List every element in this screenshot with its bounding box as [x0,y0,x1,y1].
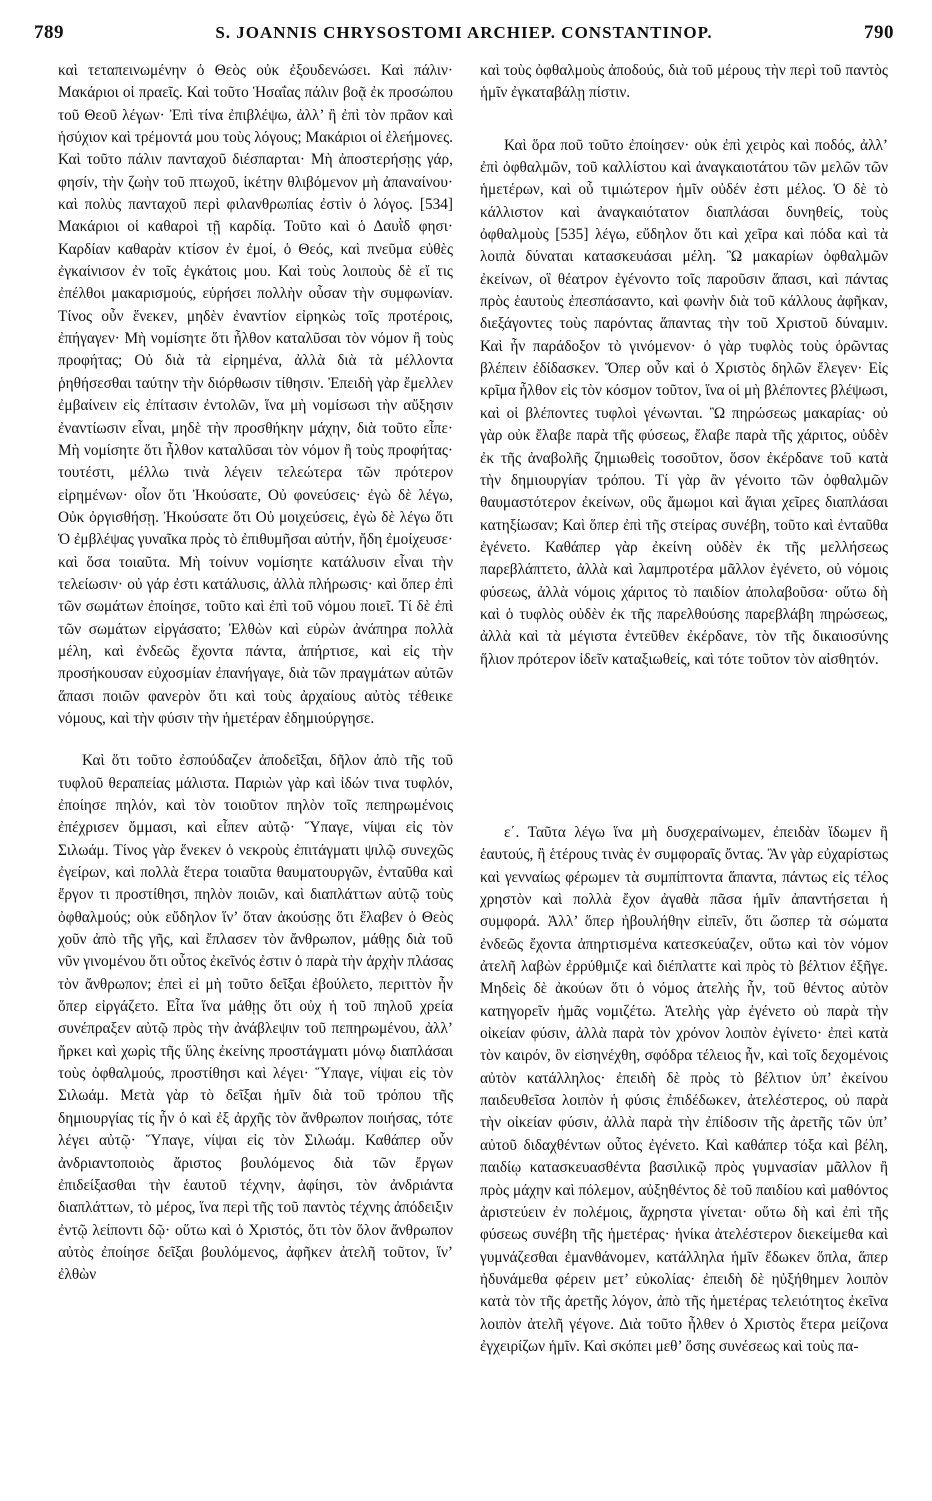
paragraph: ε΄. Ταῦτα λέγω ἵνα μὴ δυσχεραίνωμεν, ἐπειδὰν ἴδωμεν ἢ ἑαυτούς, ἢ ἑτέρους τινὰς ἐν συμφοραῖς ὄντας. Ἂν γὰρ εὐχαρίστως καὶ γενναίως φέρωμεν τὰ συμπίπτοντα ἅπαντα, πάντως εἰς τέλος χρηστὸν καὶ πολλὰ ἔχον ἀγαθὰ πᾶσα ἡμῖν ἀπαντήσεται ἡ συμφορά. Ἀλλ’ ὅπερ ἠβουλήθην εἰπεῖν, ὅτι ὥσπερ τὰ σώματα ἐνδεῶς ἔχοντα ἀπηρτισμένα κατεσκεύαζεν, οὕτω καὶ τὸν νόμον ἀτελῆ λαβὼν ἐρρύθμιζε καὶ διέπλαττε καὶ πρὸς τὸ βέλτιον ἐξῆγε. Μηδεὶς δὲ ἀκούων ὅτι ὁ νόμος ἀτελὴς ἦν, τοῦ θέντος αὐτὸν κατηγορεῖν ἡμᾶς νομιζέτω. Ἀτελὴς γὰρ ἐγένετο οὐ παρὰ τὴν οἰκείαν φύσιν, ἀλλὰ παρὰ τὸν χρόνον λοιπὸν ἐγίνετο· ἐπεὶ κατὰ τὸν καιρόν, ὃν εἰσηνέχθη, σφόδρα τέλειος ἦν, καὶ τοῖς δεχομένοις αὐτὸν κατάλληλος· ἐπειδὴ δὲ πρὸς τὸ βέλτιον ὑπ’ ἐκείνου παιδευθεῖσα λοιπὸν ἡ φύσις ἐπιδέδωκεν, ἀτελέστερος, οὐ παρὰ τὴν οἰκείαν φύσιν, ἀλλὰ παρὰ τὴν ἐπίδοσιν τῆς ἀρετῆς τῶν ὑπ’ αὐτοῦ διδαχθέντων οὗτος ἐγένετο. Καὶ καθάπερ τόξα καὶ βέλη, παιδίῳ κατασκευασθέντα βασιλικῷ πρὸς γυμνασίαν μᾶλλον ἢ πρὸς μάχην καὶ πόλεμον, αὐξηθέντος δὲ τοῦ παιδίου καὶ μαθόντος ἀριστεύειν ἐν πολέμοις, ἄχρηστα γίνεται· οὕτω δὴ καὶ ἐπὶ τῆς φύσεως συνέβη τῆς ἡμετέρας· ἡνίκα ἀτελέστερον διεκείμεθα καὶ γυμνάζεσθαι ἐμανθάνομεν, κατάλληλα ἡμῖν ἔδωκεν ὅπλα, ἅπερ ἠδυνάμεθα φέρειν μετ’ εὐκολίας· ἐπειδὴ δὲ ηὐξήθημεν λοιπὸν κατὰ τὸν τῆς ἀρετῆς λόγον, ἀπὸ τῆς ἡμετέρας τελειότητος ἐκεῖνα λοιπὸν ἀτελῆ γέγονε. Διὰ τοῦτο ἦλθεν ὁ Χριστὸς ἕτερα μείζονα ἐγχειρίζων ἡμῖν. Καὶ σκόπει μεθ’ ὅσης συνέσεως καὶ τοὺς πα- [480,824,888,1355]
left-column [58,60,453,1489]
paragraph: καὶ τεταπεινωμένην ὁ Θεὸς οὐκ ἐξουδενώσει. Καὶ πάλιν· Μακάριοι οἱ πραεῖς. Καὶ τοῦτο Ἡσαΐας πάλιν βοᾷ ἐκ προσώπου τοῦ Θεοῦ λέγων· Ἐπὶ τίνα ἐπιβλέψω, ἀλλ’ ἢ ἐπὶ τὸν πρᾶον καὶ ἡσύχιον καὶ τρέμοντά μου τοὺς λόγους; Μακάριοι οἱ ἐλεήμονες. Καὶ τοῦτο πάλιν πανταχοῦ διέσπαρται· Μὴ ἀποστερήσῃς γάρ, φησίν, τὴν ζωὴν τοῦ πτωχοῦ, ἱκέτην θλιβόμενον μὴ ἀπαναίνου· καὶ πολὺς πανταχοῦ περὶ φιλανθρωπίας ἐστὶν ὁ λόγος. [534] Μακάριοι οἱ καθαροὶ τῇ καρδίᾳ. Τοῦτο καὶ ὁ Δαυῒδ φησι· Καρδίαν καθαρὰν κτίσον ἐν ἐμοί, ὁ Θεός, καὶ πνεῦμα εὐθὲς ἐγκαίνισον ἐν τοῖς ἐγκάτοις μου. Καὶ τοὺς λοιποὺς δὲ εἴ τις ἐπέλθοι μακαρισμούς, εὑρήσει πολλὴν οὖσαν τὴν συμφωνίαν. Τίνος οὖν ἕνεκεν, μηδὲν ἐναντίον εἰρηκὼς τοῖς προτέροις, ἐπήγαγεν· Μὴ νομίσητε ὅτι ἦλθον καταλῦσαι τὸν νόμον ἢ τοὺς προφήτας; Οὐ διὰ τὰ εἰρημένα, ἀλλὰ διὰ τὰ μέλλοντα ῥηθήσεσθαι ταύτην τὴν διόρθωσιν τίθησιν. Ἐπειδὴ γὰρ ἔμελλεν ἐμβαίνειν εἰς ἐπίτασιν ἐντολῶν, ἵνα μὴ νομίσωσι τὴν αὔξησιν ἐναντίωσιν εἶναι, μηδὲ τὴν προσθήκην μάχην, διὰ τοῦτο εἶπε· Μὴ νομίσητε ὅτι ἦλθον καταλῦσαι τὸν νόμον ἢ τοὺς προφήτας· τουτέστι, μέλλω τινὰ λέγειν τελεώτερα τῶν πρότερον εἰρημένων· οἷον ὅτι Ἠκούσατε, Οὐ φονεύσεις· ἐγὼ δὲ λέγω, Οὐκ ὀργισθήσῃ. Ἠκούσατε ὅτι Οὐ μοιχεύσεις, ἐγὼ δὲ λέγω ὅτι Ὁ ἐμβλέψας γυναῖκα πρὸς τὸ ἐπιθυμῆσαι αὐτήν, ἤδη ἐμοίχευσε· καὶ ὅσα τοιαῦτα. Μὴ τοίνυν νομίσητε κατάλυσιν εἶναι τὴν τελείωσιν· οὐ γάρ ἐστι κατάλυσις, ἀλλὰ πλήρωσις· καὶ ὅπερ ἐπὶ τῶν σωμάτων ἐποίησε, τοῦτο καὶ ἐπὶ τοῦ νόμου ποιεῖ. Τί δὲ ἐπὶ τῶν σωμάτων εἰργάσατο; Ἐλθὼν καὶ εὑρὼν ἀνάπηρα πολλὰ μέλη, καὶ ἐνδεῶς ἔχοντα πάντα, ἀπήρτισε, καὶ εἰς τὴν προσήκουσαν εὐχοσμίαν ἐπανήγαγε, διὰ τῶν πραγμάτων αὐτῶν ἅπασι ποιῶν φανερὸν ὅτι καὶ τοὺς ἀρχαίους αὐτὸς τέθεικε νόμους, καὶ τὴν φύσιν τὴν ἡμετέραν ἐδημιούργησε. [58,62,453,727]
page-header [34,22,894,52]
paragraph: Καὶ ὅτι τοῦτο ἐσπούδαζεν ἀποδεῖξαι, δῆλον ἀπὸ τῆς τοῦ τυφλοῦ θεραπείας μάλιστα. Παριὼν γὰρ καὶ ἰδών τινα τυφλόν, ἐποίησε πηλόν, καὶ τὸν τοιοῦτον πηλὸν τοῖς πεπηρωμένοις ἐπέχρισεν ὄμμασι, καὶ εἶπεν αὐτῷ· Ὕπαγε, νίψαι εἰς τὸν Σιλωάμ. Τίνος γὰρ ἕνεκεν ὁ νεκροὺς ἐπιτάγματι ψιλῷ συνεχῶς ἐγείρων, καὶ πολλὰ ἕτερα τοιαῦτα θαυματουργῶν, ἐνταῦθα καὶ ἔργον τι προστίθησι, πηλὸν ποιῶν, καὶ διαπλάττων αὐτῷ τοὺς ὀφθαλμούς; οὐκ εὔδηλον ἵν’ ὅταν ἀκούσῃς ὅτι ἔλαβεν ὁ Θεὸς χοῦν ἀπὸ τῆς γῆς, καὶ ἔπλασεν τὸν ἄνθρωπον, μάθῃς διὰ τοῦ νῦν γινομένου ὅτι οὗτος ἐκεῖνός ἐστιν ὁ παρὰ τὴν ἀρχὴν πλάσας τὸν ἄνθρωπον; ἐπεὶ εἰ μὴ τοῦτο δεῖξαι ἐβούλετο, περιττὸν ἦν ὅπερ εἰργάζετο. Εἶτα ἵνα μάθῃς ὅτι οὐχ ἡ τοῦ πηλοῦ χρεία συνέπραξεν αὐτῷ πρὸς τὴν ἀνάβλεψιν τοῦ πεπηρωμένου, ἀλλ’ ἤρκει καὶ χωρὶς τῆς ὕλης ἐκείνης προστάγματι μόνῳ διαπλάσαι τοὺς ὀφθαλμούς, προστίθησι καὶ λέγει· Ὕπαγε, νίψαι εἰς τὸν Σιλωάμ. Μετὰ γὰρ τὸ δεῖξαι ἡμῖν διὰ τοῦ τρόπου τῆς δημιουργίας τίς ἦν ὁ καὶ ἐξ ἀρχῆς τὸν ἄνθρωπον ποιήσας, τότε λέγει αὐτῷ· Ὕπαγε, νίψαι εἰς τὸν Σιλωάμ. Καθάπερ οὖν ἀνδριαντοποιὸς ἄριστος βουλόμενος διὰ τῶν ἔργων ἐπιδείξασθαι τὴν ἑαυτοῦ τέχνην, ἀφίησι, τὸν ἀνδριάντα διαπλάττων, τὸ μέρος, ἵνα περὶ τῆς τοῦ παντὸς τέχνης ἀπόδειξιν ἐντῷ λείποντι δῷ· οὕτω καὶ ὁ Χριστός, ὅτι τὸν ὅλον ἄνθρωπον αὐτὸς ἐποίησε δεῖξαι βουλόμενος, ἀφῆκεν ἀτελῆ τοῦτον, ἵν’ ἐλθὼν [58,752,453,1284]
page-number-right: 790 [864,22,894,43]
running-title: S. JOANNIS CHRYSOSTOMI ARCHIEP. CONSTANTINOP. [215,23,713,42]
paragraph: καὶ τοὺς ὀφθαλμοὺς ἀποδούς, διὰ τοῦ μέρους τὴν περὶ τοῦ παντὸς ἡμῖν ἐγκαταβάλῃ πίστιν. [480,62,888,102]
right-column-section-5 [480,822,888,1489]
right-column [480,60,888,820]
paragraph: Καὶ ὅρα ποῦ τοῦτο ἐποίησεν· οὐκ ἐπὶ χειρὸς καὶ ποδός, ἀλλ’ ἐπὶ ὀφθαλμῶν, τοῦ καλλίστου καὶ ἀναγκαιοτάτου τῶν μελῶν τῶν ἡμετέρων, καὶ οὗ τιμιώτερον ἡμῖν οὐδέν ἐστι μέλος. Ὁ δὲ τὸ κάλλιστον καὶ ἀναγκαιότατον διαπλάσαι δυνηθείς, τοὺς ὀφθαλμοὺς [535] λέγω, εὔδηλον ὅτι καὶ χεῖρα καὶ πόδα καὶ τὰ λοιπὰ δύναται κατασκευάσαι μέλη. Ὢ μακαρίων ὀφθαλμῶν ἐκείνων, οἳ θέατρον ἐγένοντο τοῖς παροῦσιν ἅπασι, καὶ πάντας πρὸς ἑαυτοὺς ἐπεσπάσαντο, καὶ φωνὴν διὰ τοῦ κάλλους ἀφῆκαν, διεξάγοντες τοὺς παρόντας ἅπαντας τὴν τοῦ Χριστοῦ δύναμιν. Καὶ ἦν παράδοξον τὸ γινόμενον· ὁ γὰρ τυφλὸς τοὺς ὁρῶντας βλέπειν ἐδίδασκεν. Ὅπερ οὖν καὶ ὁ Χριστὸς δηλῶν ἔλεγεν· Εἰς κρῖμα ἦλθον εἰς τὸν κόσμον τοῦτον, ἵνα οἱ μὴ βλέποντες βλέψωσι, καὶ οἱ βλέποντες τυφλοὶ γένωνται. Ὢ πηρώσεως μακαρίας· οὐ γὰρ οὐκ ἔλαβε παρὰ τῆς φύσεως, ἔλαβε παρὰ τῆς χάριτος, οὐδὲν ἐκ τῆς ἀναβολῆς ζημιωθεὶς τοσοῦτον, ὅσον ἐκέρδανε τοῦ κατὰ τὴν δημιουργίαν τρόπου. Τί γὰρ ἂν γένοιτο τῶν ὀφθαλμῶν θαυμαστότερον ἐκείνων, οὓς ἄμωμοι καὶ ἅγιαι χεῖρες διαπλάσαι κατηξίωσαν; Καὶ ὅπερ ἐπὶ τῆς στείρας συνέβη, τοῦτο καὶ ἐνταῦθα ἐγένετο. Καθάπερ γὰρ ἐκείνη οὐδὲν ἐκ τῆς μελλήσεως παρεβλάπτετο, ἀλλὰ καὶ λαμπροτέρα μᾶλλον ἐγένετο, οὐ νόμοις φύσεως, ἀλλὰ νόμοις χάριτος τὸ παιδίον ἀπολαβοῦσα· οὕτω δὴ καὶ ὁ τυφλὸς οὐδὲν ἐκ τῆς παρελθούσης παρεβλάβη πηρώσεως, ἀλλὰ καὶ τὰ μέγιστα ἐντεῦθεν ἐκέρδανε, τὸν τῆς δικαιοσύνης ἥλιον πρότερον ἰδεῖν καταξιωθείς, καὶ τότε τοῦτον τὸν αἰσθητόν. [480,136,888,668]
page-number-left: 789 [34,22,64,43]
